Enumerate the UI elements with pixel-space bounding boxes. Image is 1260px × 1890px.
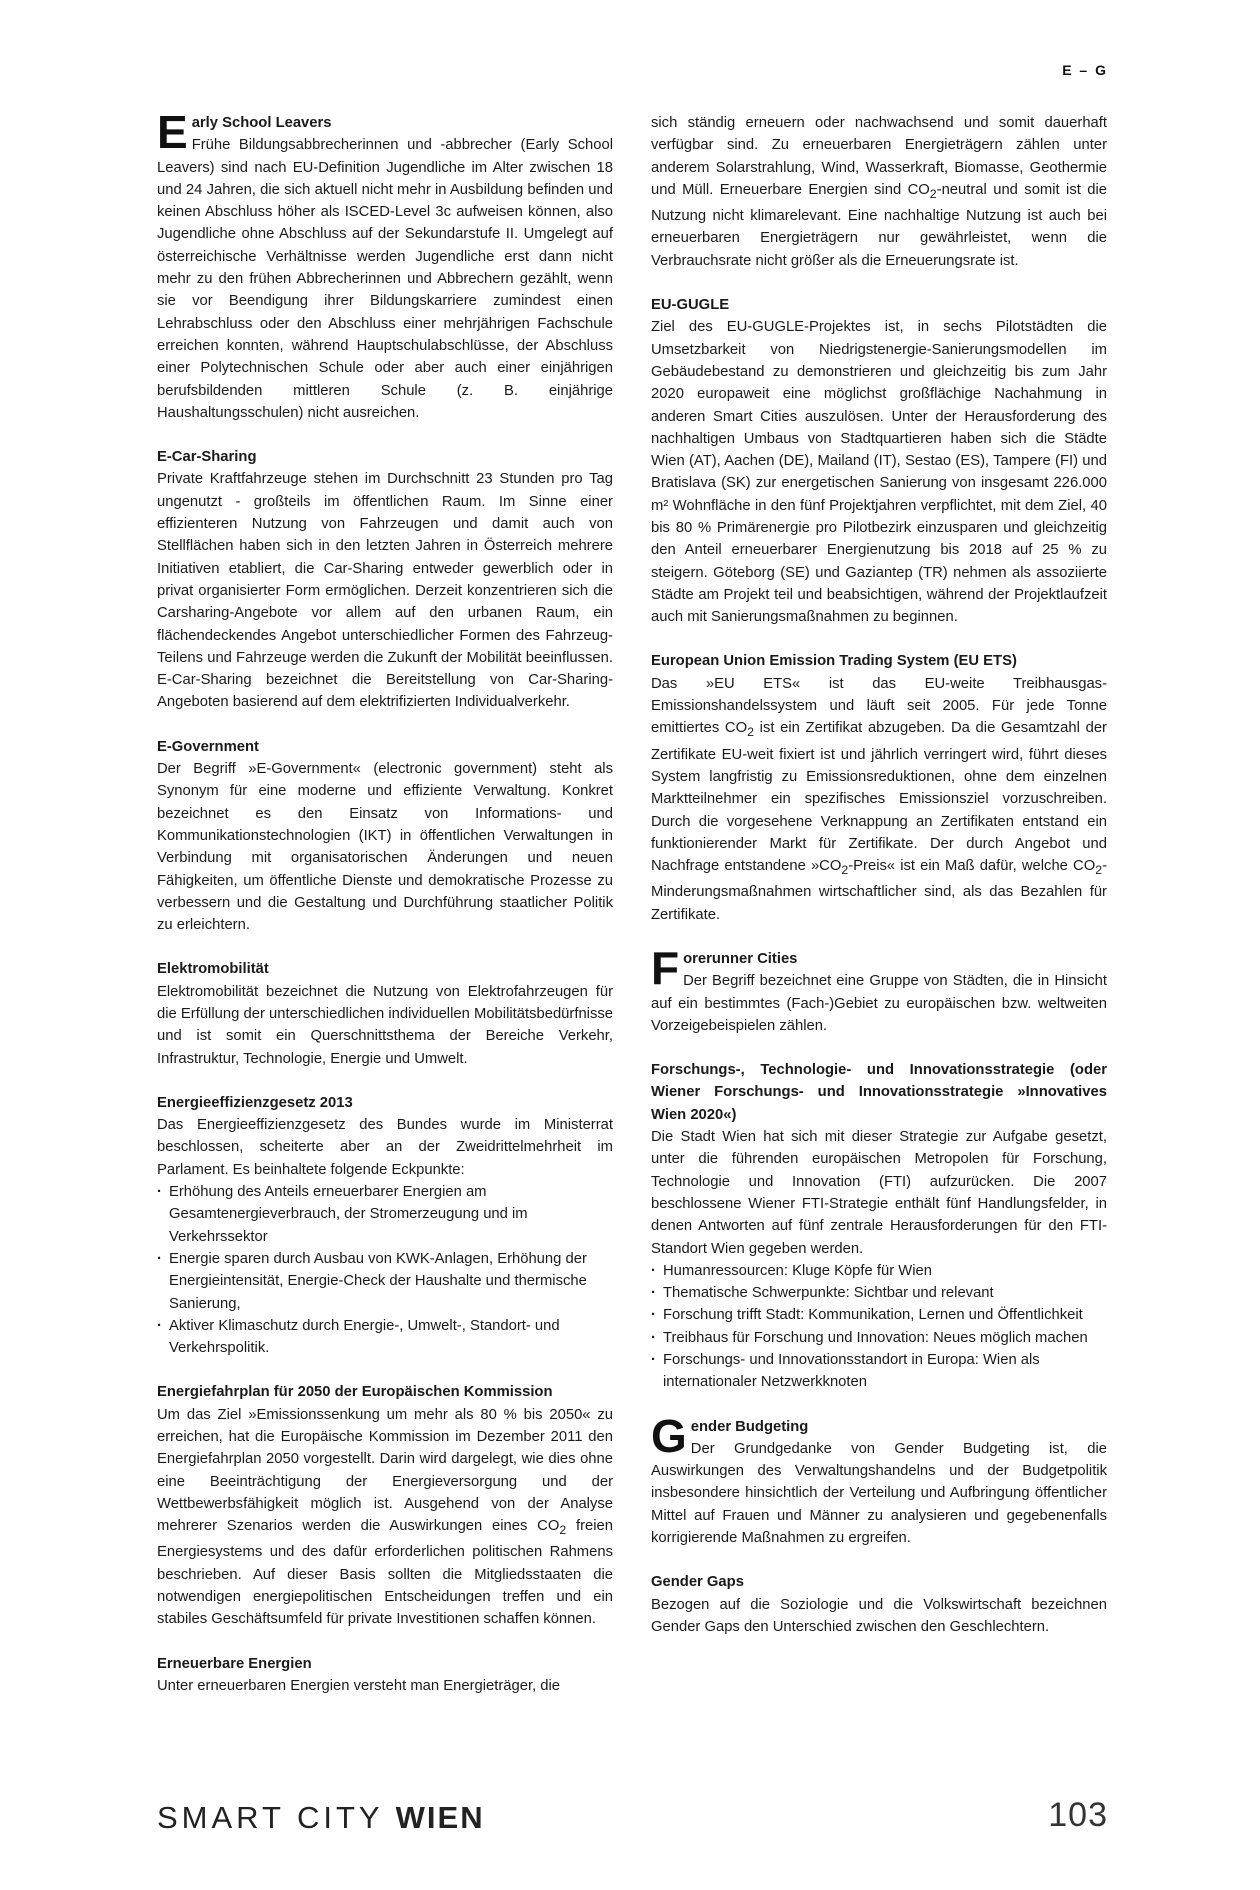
entry-title: arly School Leavers bbox=[191, 115, 332, 131]
entry-gender-gaps bbox=[651, 1571, 1107, 1638]
entry-forerunner-cities bbox=[651, 941, 1107, 1037]
list-item: · Forschungs- und Innovationsstandort in Europa: Wien als internationaler Netzwerkknoten bbox=[651, 1349, 1107, 1394]
section-tag: E – G bbox=[1062, 62, 1108, 78]
entry-title: Erneuerbare Energien bbox=[157, 1655, 312, 1672]
entry-title: EU-GUGLE bbox=[651, 297, 730, 314]
entry-title: Energiefahrplan für 2050 der Europäischen Kommission bbox=[157, 1384, 553, 1401]
entry-text: Das Energieeffizienzgesetz des Bundes wurde im Ministerrat beschlossen, scheiterte aber an der Zweidrittelmehrheit im Parlament. Es beinhaltete folgende Eckpunkte: bbox=[157, 1117, 613, 1178]
entry-text: sich ständig erneuern oder nachwachsend und somit dauerhaft verfügbar sind. Zu erneuerbaren Energieträgern zählen unter anderem Solarstrahlung, Wind, Wasserkraft, Biomasse, Geothermie und Müll. Erneuerbare Energien sind $CO_2$-neutral und somit ist die Nutzung nicht klimarelevant. Eine nachhaltige Nutzung ist auch bei erneuerbaren Energieträgern nur gewährleistet, wenn die Verbrauchsrate nicht größer als die Erneuerungsrate ist. bbox=[651, 115, 1108, 269]
bullet-list bbox=[651, 1260, 1107, 1394]
list-item: · Aktiver Klimaschutz durch Energie-, Umwelt-, Standort- und Verkehrspolitik. bbox=[157, 1315, 613, 1360]
entry-text: Die Stadt Wien hat sich mit dieser Strategie zur Aufgabe gesetzt, unter die führenden europäischen Metropolen für Forschung, Technologie und Innovation (FTI) aufzurücken. Die 2007 beschlossene Wiener FTI-Strategie enthält fünf Handlungsfelder, in denen Antworten auf fünf zentrale Herausforderungen für den FTI-Standort Wien gegeben werden. bbox=[651, 1129, 1107, 1257]
entry-text: Das »EU ETS« ist das EU-weite Treibhausgas-Emissionshandelssystem und läuft seit 2005. Für jede Tonne emittiertes $CO_2$ ist ein Zertifikat abzugeben. Da die Gesamtzahl der Zertifikate EU-weit fixiert ist und jährlich verringert wird, führt dieses System langfristig zu Emissionsreduktionen, ohne dem einzelnen Marktteilnehmer ein spezifisches Emissionsziel vorzuschreiben. Durch die vorgesehene Verknappung an Zertifikaten entstand ein funktionierender Markt für Zertifikate. Der durch Angebot und Nachfrage entstandene $»CO_2-Preis«$ ist ein Maß dafür, welche $CO_2$-Minderungsmaßnahmen wirtschaftlicher sind, als das Bezahlen für Zertifikate. bbox=[651, 675, 1108, 923]
entry-energiefahrplan bbox=[157, 1381, 613, 1630]
entry-text: Elektromobilität bezeichnet die Nutzung von Elektrofahrzeugen für die Erfüllung der unterschiedlichen individuellen Mobilitätsbedürfnisse und ist somit ein Querschnittsthema der Bereiche Verkehr, Infrastruktur, Technologie, Energie und Umwelt. bbox=[157, 983, 613, 1067]
entry-text: Private Kraftfahrzeuge stehen im Durchschnitt 23 Stunden pro Tag ungenutzt - großteils im öffentlichen Raum. Im Sinne einer effizienteren Nutzung von Fahrzeugen und damit auch von Stellflächen haben sich in den letzten Jahren in Österreich mehrere Initiativen etabliert, die Car-Sharing entweder gewerblich oder in privat organisierter Form ermöglichen. Derzeit konzentrieren sich die Carsharing-Angebote vor allem auf den urbanen Raum, ein flächendeckendes Angebot unterschiedlicher Formen des Fahrzeug-Teilens und Fahrzeuge werden die Zukunft der Mobilität beeinflussen. E-Car-Sharing bezeichnet die Bereitstellung von Car-Sharing-Angeboten basierend auf dem elektrifizierten Individualverkehr. bbox=[157, 471, 613, 711]
brand-text-light: SMART CITY bbox=[157, 1800, 384, 1835]
entry-title: European Union Emission Trading System (EU ETS) bbox=[651, 653, 1017, 670]
brand-text-bold: WIEN bbox=[395, 1800, 485, 1835]
entry-text: Der Grundgedanke von Gender Budgeting ist, die Auswirkungen des Verwaltungshandelns und der Budgetpolitik insbesondere hinsichtlich der Verteilung und Aufbringung öffentlicher Mittel auf Frauen und Männer zu analysieren und gegebenenfalls korrigierende Maßnahmen zu ergreifen. bbox=[651, 1440, 1107, 1547]
left-column bbox=[157, 106, 614, 1719]
entry-eu-ets bbox=[651, 650, 1107, 925]
entry-text: Unter erneuerbaren Energien versteht man Energieträger, die bbox=[157, 1677, 561, 1694]
entry-title: Forschungs-, Technologie- und Innovationsstrategie (oder Wiener Forschungs- und Innovationsstrategie »Innovatives Wien 2020«) bbox=[651, 1062, 1107, 1123]
list-item: · Thematische Schwerpunkte: Sichtbar und relevant bbox=[651, 1282, 1107, 1304]
dropcap-letter: E bbox=[157, 106, 188, 158]
dropcap-letter: F bbox=[651, 941, 680, 994]
entry-title: ender Budgeting bbox=[690, 1418, 809, 1435]
entry-title: Energieeffizienzgesetz 2013 bbox=[157, 1094, 353, 1111]
bullet-list bbox=[157, 1181, 613, 1359]
entry-title: E-Car-Sharing bbox=[157, 449, 257, 466]
entry-text: Frühe Bildungsabbrecherinnen und -abbrecher (Early School Leavers) sind nach EU-Definition Jugendliche im Alter zwischen 18 und 24 Jahren, die sich aktuell nicht mehr in Ausbildung befinden und keinen Abschluss höher als ISCED-Level 3c aufweisen können, also Jugendliche ohne Abschluss auf der Sekundarstufe II. Umgelegt auf österreichische Verhältnisse werden Jugendliche erst dann nicht mehr zu den frühen Abbrecherinnen und Abbrechern gezählt, wenn sie vor Beendigung ihrer Bildungskarriere zumindest einen Lehrabschluss oder den Abschluss einer mehrjährigen Fachschule erreichen konnten, während Hauptschulabschlüsse, der Abschluss einer Polytechnischen Schule oder aber auch einer einjährigen berufsbildenden mittleren Schule (z. B. einjährige Haushaltungsschulen) nicht ausreichen. bbox=[157, 137, 613, 421]
entry-text: Der Begriff »E-Government« (electronic government) steht als Synonym für eine moderne und effiziente Verwaltung. Konkret bezeichnet es den Einsatz von Informations- und Kommunikationstechnologien (IKT) in öffentlichen Verwaltungen in Verbindung mit organisatorischen Änderungen und neuen Fähigkeiten, um öffentliche Dienste und demokratische Prozesse zu verbessern und die Gestaltung und Durchführung staatlicher Politik zu erleichtern. bbox=[157, 761, 613, 934]
entry-text: Um das Ziel »Emissionssenkung um mehr als 80 % bis 2050« zu erreichen, hat die Europäische Kommission im Dezember 2011 den Energiefahrplan 2050 vorgestellt. Darin wird dargelegt, wie dies ohne eine Beeinträchtigung der Energieversorgung und der Wettbewerbsfähigkeit möglich ist. Ausgehend von der Analyse mehrerer Szenarios werden die Auswirkungen eines $CO_2$ freien Energiesystems und des dafür erforderlichen politischen Rahmens beschrieben. Auf dieser Basis sollten die Mitgliedsstaaten die notwendigen energiepolitischen Entscheidungen treffen und ein stabiles Geschäftsumfeld für private Investitionen schaffen können. bbox=[157, 1406, 614, 1628]
entry-eu-gugle bbox=[651, 294, 1107, 628]
entry-text: Der Begriff bezeichnet eine Gruppe von Städten, die in Hinsicht auf ein bestimmtes (Fach-)Gebiet zu europäischen bzw. weltweiten Vorzeigebeispielen zählen. bbox=[651, 973, 1107, 1034]
dropcap-letter: G bbox=[651, 1409, 687, 1462]
entry-elektromobilitaet bbox=[157, 958, 613, 1069]
entry-title: Elektromobilität bbox=[157, 961, 269, 978]
entry-energieeffizienzgesetz bbox=[157, 1092, 613, 1360]
page-number: 103 bbox=[1048, 1796, 1108, 1834]
right-column bbox=[651, 112, 1107, 1660]
footer-brand-logo bbox=[157, 1800, 485, 1836]
list-item: · Energie sparen durch Ausbau von KWK-Anlagen, Erhöhung der Energieintensität, Energie-Check der Haushalte und thermische Sanierung, bbox=[157, 1248, 613, 1315]
entry-title: orerunner Cities bbox=[683, 950, 798, 967]
entry-e-government bbox=[157, 736, 613, 937]
list-item: · Humanressourcen: Kluge Köpfe für Wien bbox=[651, 1260, 1107, 1282]
list-item: · Treibhaus für Forschung und Innovation: Neues möglich machen bbox=[651, 1327, 1107, 1349]
entry-early-school-leavers bbox=[157, 106, 613, 424]
entry-title: Gender Gaps bbox=[651, 1574, 744, 1591]
entry-text: Ziel des EU-GUGLE-Projektes ist, in sechs Pilotstädten die Umsetzbarkeit von Niedrigstenergie-Sanierungsmodellen im Gebäudebestand zu demonstrieren und gleichzeitig bis zum Jahr 2020 europaweit eine möglichst großflächige Nachahmung in anderen Smart Cities auszulösen. Unter der Herausforderung des nachhaltigen Umbaus von Stadtquartieren haben sich die Städte Wien (AT), Aachen (DE), Mailand (IT), Sestao (ES), Tampere (FI) und Bratislava (SK) zur energetischen Sanierung von insgesamt 226.000 m² Wohnfläche in den fünf Projektjahren verpflichtet, mit dem Ziel, 40 bis 80 % Primärenergie pro Pilotbezirk einzusparen und gleichzeitig den Anteil erneuerbarer Energienutzung bis 2018 auf 25 % zu steigern. Göteborg (SE) und Gaziantep (TR) nehmen als assoziierte Städte am Projekt teil und beabsichtigen, während der Projektlaufzeit auch mit Sanierungsmaßnahmen zu beginnen. bbox=[651, 319, 1107, 626]
entry-title: E-Government bbox=[157, 738, 259, 755]
list-item: · Forschung trifft Stadt: Kommunikation, Lernen und Öffentlichkeit bbox=[651, 1304, 1107, 1326]
list-item: · Erhöhung des Anteils erneuerbarer Energien am Gesamtenergieverbrauch, der Stromerzeugung und im Verkehrssektor bbox=[157, 1181, 613, 1248]
entry-forschungsstrategie bbox=[651, 1059, 1107, 1393]
entry-gender-budgeting bbox=[651, 1409, 1107, 1550]
entry-erneuerbare-energien bbox=[157, 1653, 613, 1698]
entry-text: Bezogen auf die Soziologie und die Volkswirtschaft bezeichnen Gender Gaps den Unterschied zwischen den Geschlechtern. bbox=[651, 1596, 1107, 1635]
entry-erneuerbare-energien-cont bbox=[651, 112, 1107, 272]
entry-e-car-sharing bbox=[157, 446, 613, 714]
